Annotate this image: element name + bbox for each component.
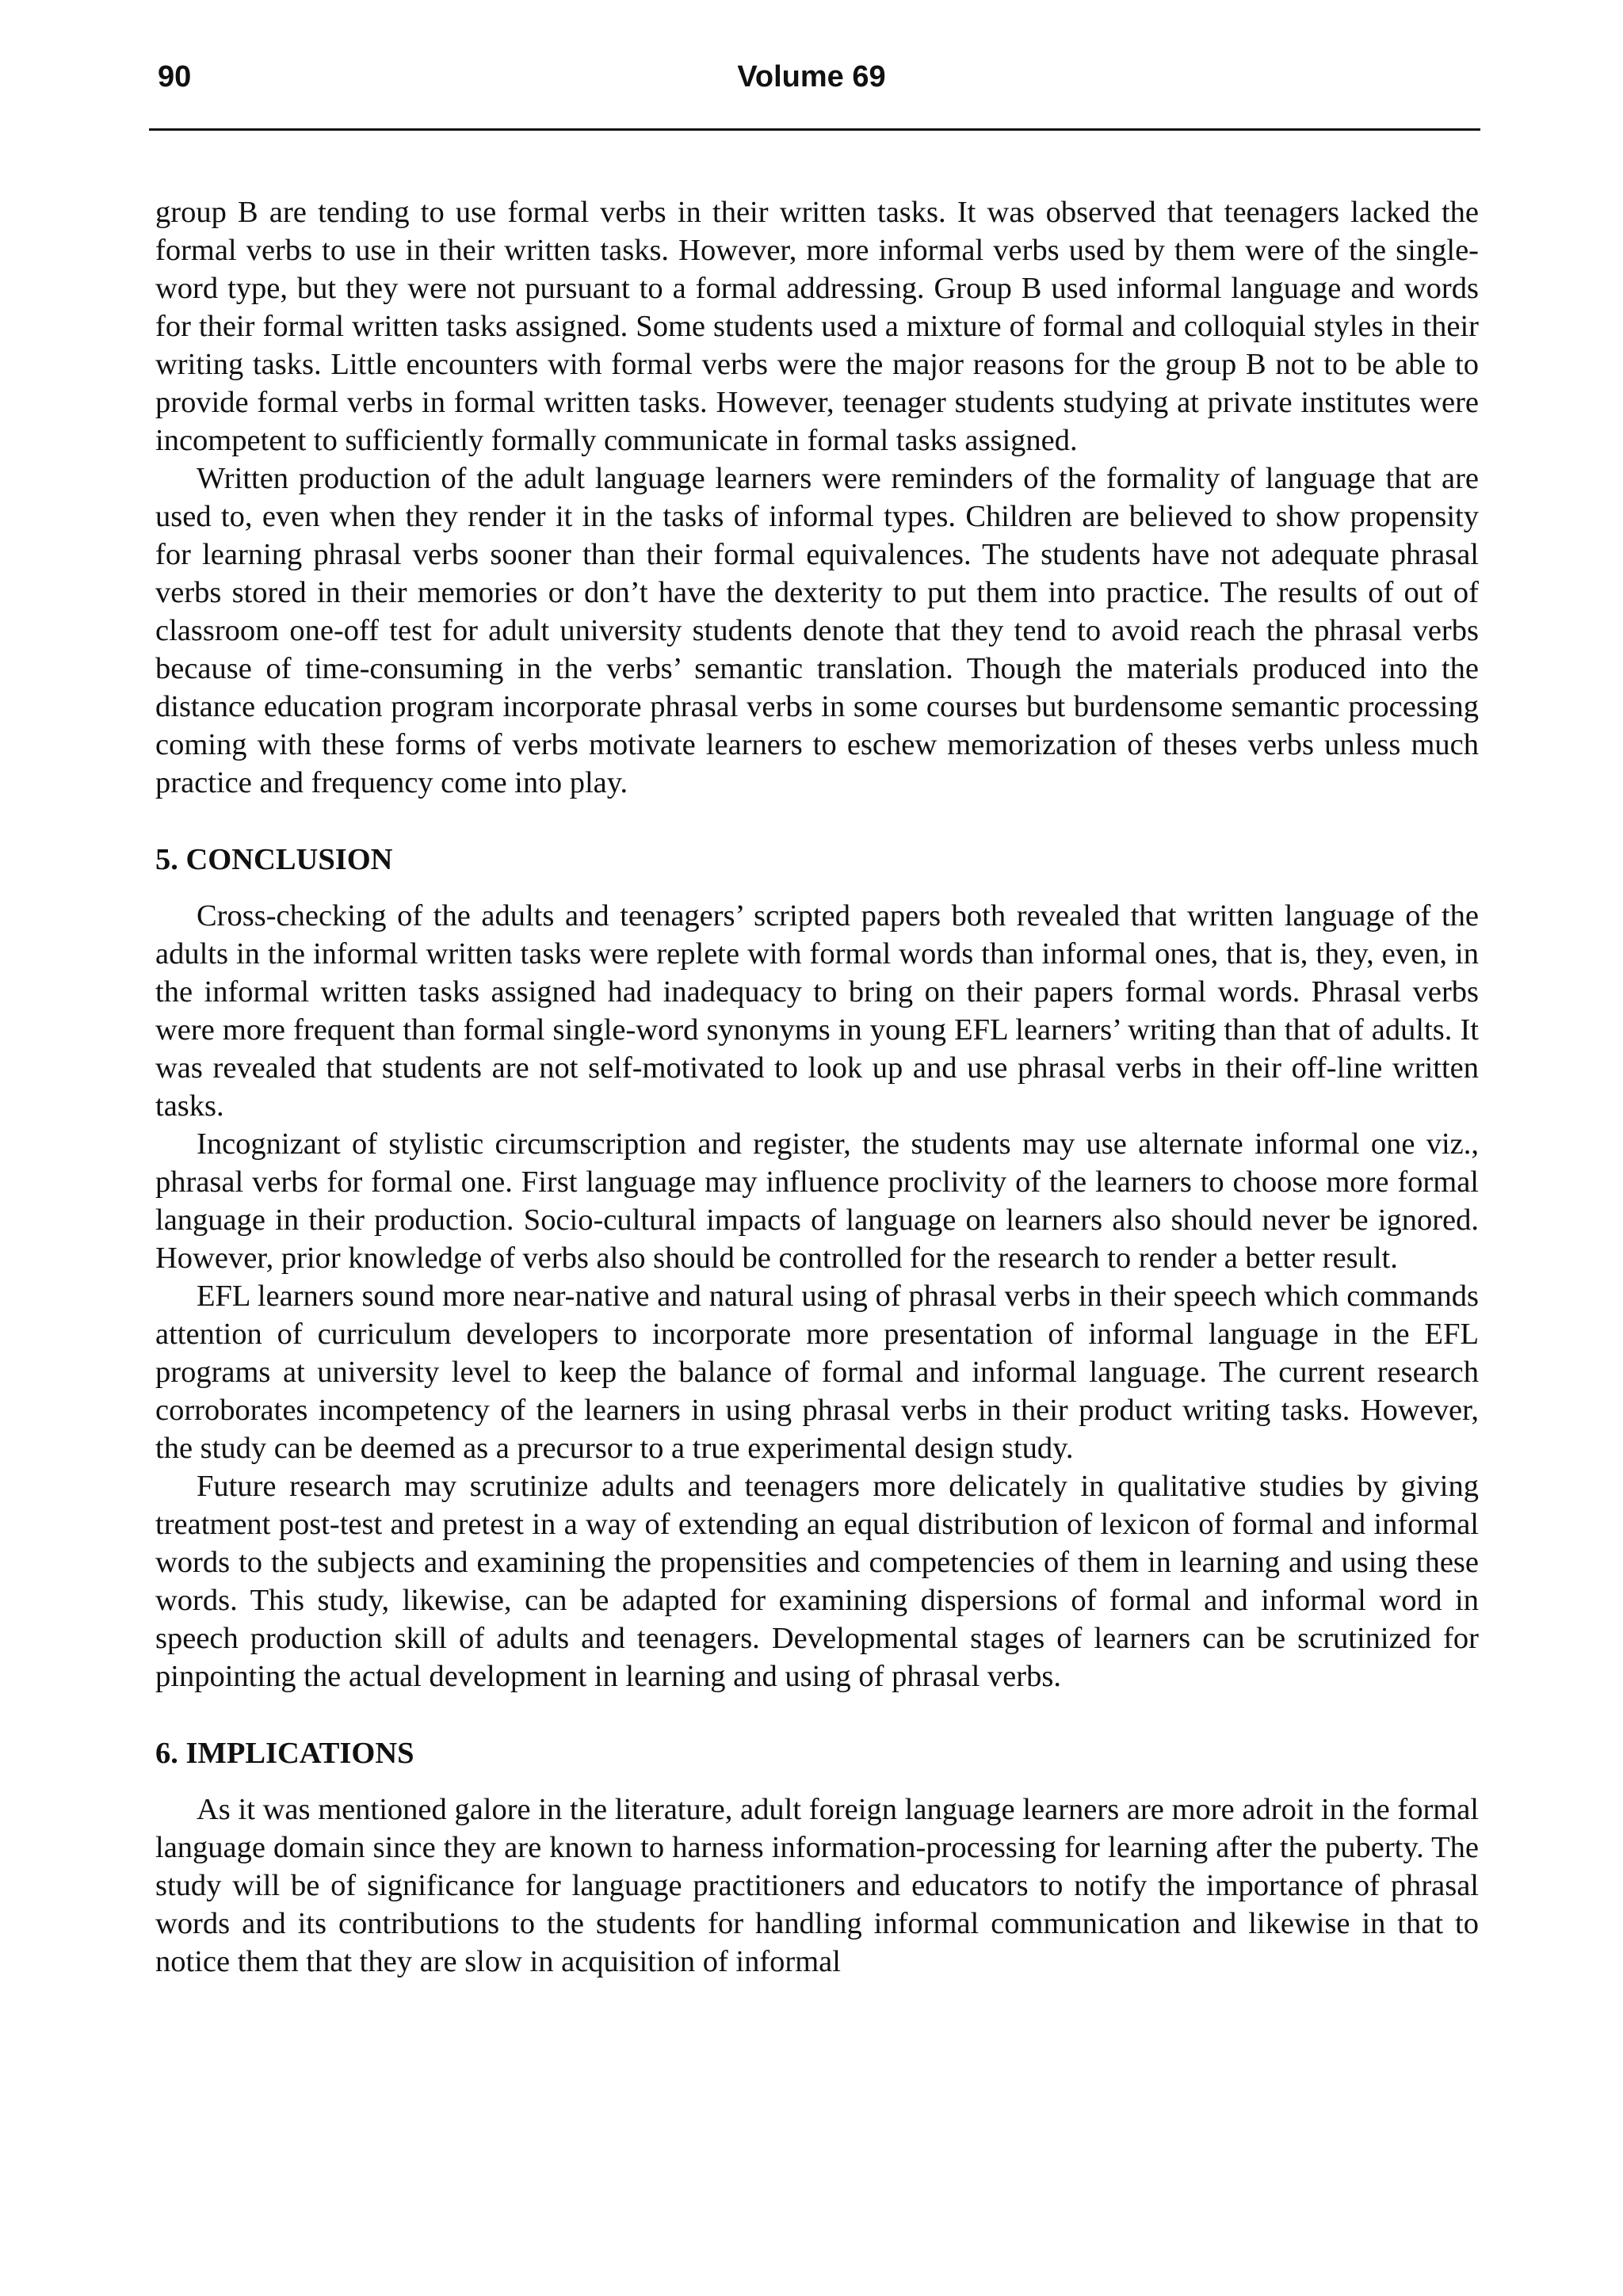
section-heading-implications: 6. IMPLICATIONS (155, 1737, 414, 1770)
section-heading-conclusion: 5. CONCLUSION (155, 843, 393, 876)
header-rule (149, 128, 1480, 131)
page-number: 90 (158, 60, 192, 93)
page-header (153, 60, 1470, 108)
body-paragraph: group B are tending to use formal verbs in their written tasks. It was observed that teenagers lacked the formal verbs to use in their written tasks. However, more informal verbs used by them were of the single-word type, but they were not pursuant to a formal addressing. Group B used informal language and words for their formal written tasks assigned. Some students used a mixture of formal and colloquial styles in their writing tasks. Little encounters with formal verbs were the major reasons for the group B not to be able to provide formal verbs in formal written tasks. However, teenager students studying at private institutes were incompetent to sufficiently formally communicate in formal tasks assigned. (155, 196, 1479, 457)
article-body (155, 193, 1479, 1981)
conclusion-paragraph: EFL learners sound more near-native and natural using of phrasal verbs in their speech which commands attention of curriculum developers to incorporate more presentation of informal language in the EFL programs at university level to keep the balance of formal and informal language. The current research corroborates incompetency of the learners in using phrasal verbs in their product writing tasks. However, the study can be deemed as a precursor to a true experimental design study. (155, 1280, 1479, 1465)
journal-volume: Volume 69 (737, 60, 886, 93)
conclusion-paragraph: Future research may scrutinize adults and teenagers more delicately in qualitative studies by giving treatment post-test and pretest in a way of extending an equal distribution of lexicon of formal and informal words to the subjects and examining the propensities and competencies of them in learning and using these words. This study, likewise, can be adapted for examining dispersions of formal and informal word in speech production skill of adults and teenagers. Developmental stages of learners can be scrutinized for pinpointing the actual development in learning and using of phrasal verbs. (155, 1470, 1479, 1693)
conclusion-paragraph: Incognizant of stylistic circumscription and register, the students may use alternate informal one viz., phrasal verbs for formal one. First language may influence proclivity of the learners to choose more formal language in their production. Socio-cultural impacts of language on learners also should never be ignored. However, prior knowledge of verbs also should be controlled for the research to render a better result. (155, 1127, 1479, 1275)
conclusion-paragraph: Cross-checking of the adults and teenagers’ scripted papers both revealed that written language of the adults in the informal written tasks were replete with formal words than informal ones, that is, they, even, in the informal written tasks assigned had inadequacy to bring on their papers formal words. Phrasal verbs were more frequent than formal single-word synonyms in young EFL learners’ writing than that of adults. It was revealed that students are not self-motivated to look up and use phrasal verbs in their off-line written tasks. (155, 899, 1479, 1123)
implications-paragraph: As it was mentioned galore in the literature, adult foreign language learners are more adroit in the formal language domain since they are known to harness information-processing for learning after the puberty. The study will be of significance for language practitioners and educators to notify the importance of phrasal words and its contributions to the students for handling informal communication and likewise in that to notice them that they are slow in acquisition of informal (155, 1793, 1479, 1978)
body-paragraph: Written production of the adult language learners were reminders of the formality of language that are used to, even when they render it in the tasks of informal types. Children are believed to show propensity for learning phrasal verbs sooner than their formal equivalences. The students have not adequate phrasal verbs stored in their memories or don’t have the dexterity to put them into practice. The results of out of classroom one-off test for adult university students denote that they tend to avoid reach the phrasal verbs because of time-consuming in the verbs’ semantic translation. Though the materials produced into the distance education program incorporate phrasal verbs in some courses but burdensome semantic processing coming with these forms of verbs motivate learners to eschew memorization of theses verbs unless much practice and frequency come into play. (155, 462, 1479, 799)
